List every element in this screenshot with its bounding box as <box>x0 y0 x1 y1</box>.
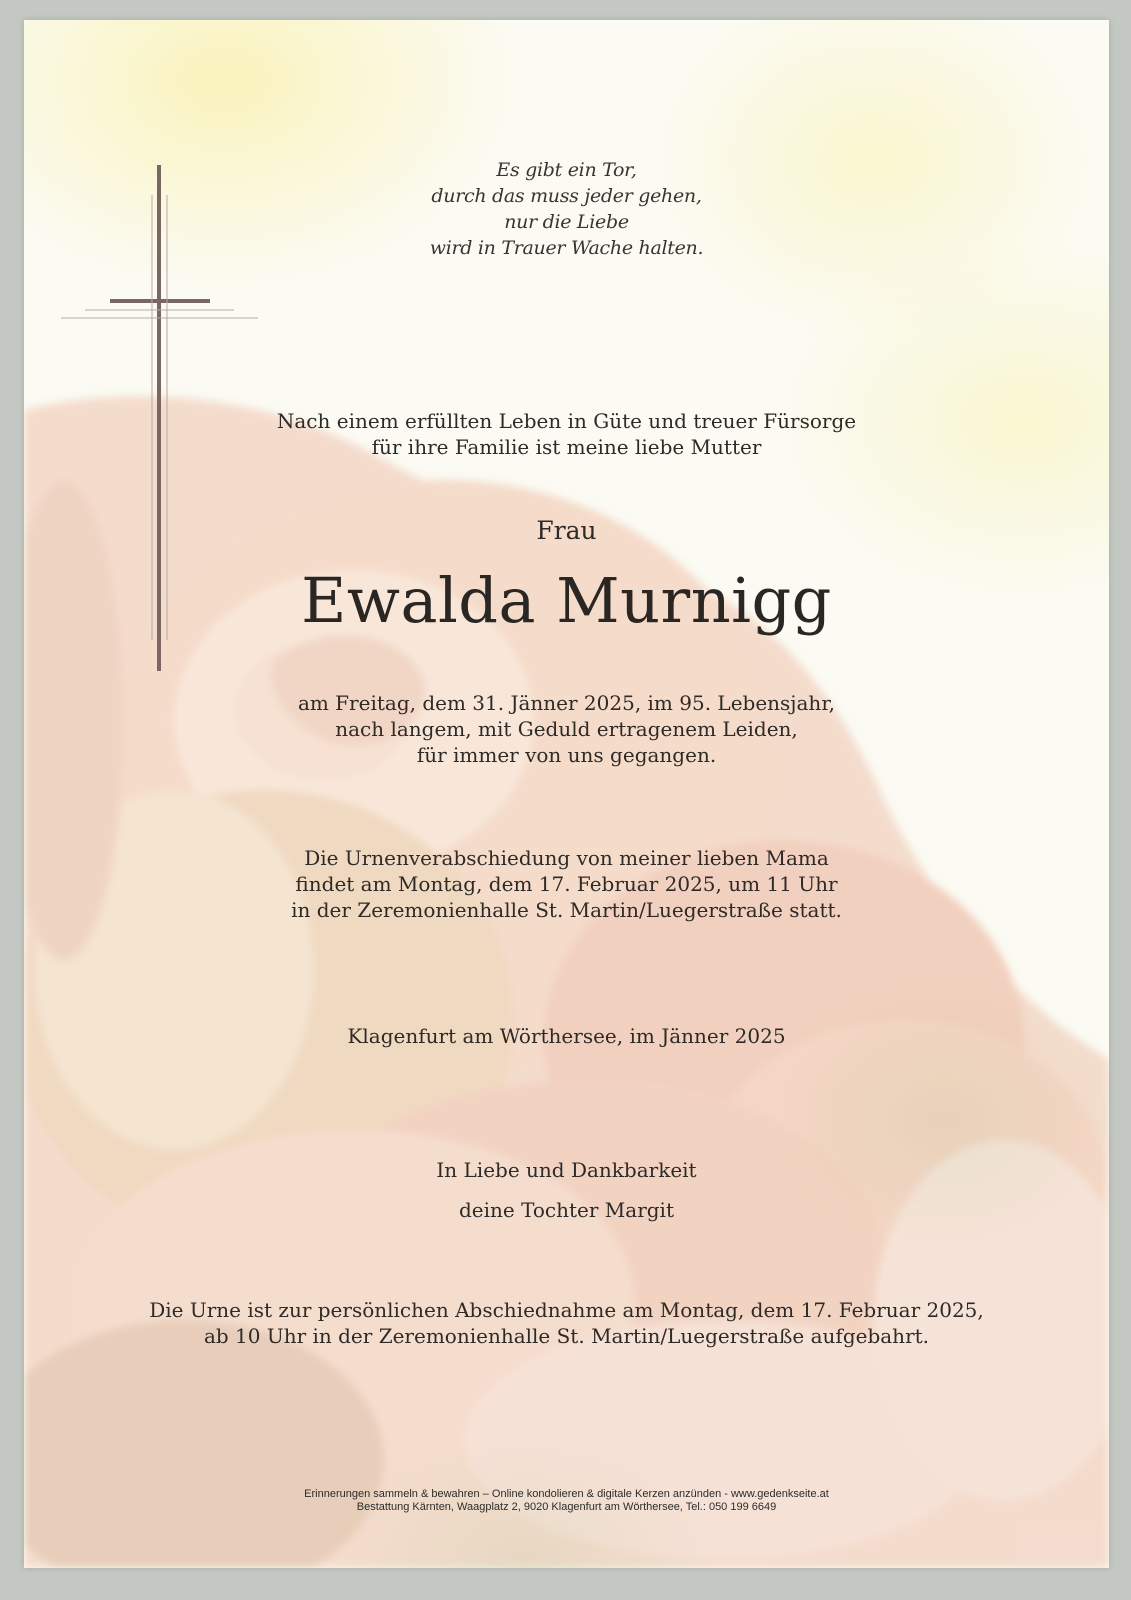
salutation: Frau <box>536 516 597 545</box>
signature-line: In Liebe und Dankbarkeit <box>436 1158 697 1182</box>
footer-line: Erinnerungen sammeln & bewahren – Online kondolieren & digitale Kerzen anzünden - www.gedenkseite.at <box>304 1488 829 1500</box>
urn-viewing-text <box>24 1297 1109 1349</box>
footer-line: Bestattung Kärnten, Waagplatz 2, 9020 Klagenfurt am Wörthersee, Tel.: 050 199 6649 <box>356 1501 777 1513</box>
obituary-card <box>24 20 1109 1568</box>
verse-line: durch das muss jeder gehen, <box>431 185 702 207</box>
deceased-name: Ewalda Murnigg <box>301 564 832 637</box>
verse-line: Es gibt ein Tor, <box>496 159 637 181</box>
intro-text <box>24 408 1109 460</box>
intro-line: Nach einem erfüllten Leben in Güte und treuer Fürsorge <box>276 409 857 433</box>
passing-text <box>24 690 1109 768</box>
place-date: Klagenfurt am Wörthersee, im Jänner 2025 <box>347 1024 786 1048</box>
verse <box>24 157 1109 261</box>
ceremony-line: Die Urnenverabschiedung von meiner lieben Mama <box>304 846 829 870</box>
urn-line: ab 10 Uhr in der Zeremonienhalle St. Martin/Luegerstraße aufgebahrt. <box>203 1324 930 1348</box>
ceremony-line: in der Zeremonienhalle St. Martin/Luegerstraße statt. <box>291 898 842 922</box>
passing-line: für immer von uns gegangen. <box>416 743 717 767</box>
footer <box>24 1488 1109 1514</box>
verse-line: nur die Liebe <box>504 211 629 233</box>
verse-line: wird in Trauer Wache halten. <box>429 237 704 259</box>
signature-line: deine Tochter Margit <box>458 1198 674 1222</box>
passing-line: am Freitag, dem 31. Jänner 2025, im 95. Lebensjahr, <box>297 691 836 715</box>
passing-line: nach langem, mit Geduld ertragenem Leiden, <box>335 717 798 741</box>
intro-line: für ihre Familie ist meine liebe Mutter <box>371 435 762 459</box>
signature <box>24 1150 1109 1230</box>
ceremony-line: findet am Montag, dem 17. Februar 2025, um 11 Uhr <box>295 872 838 896</box>
ceremony-text <box>24 845 1109 923</box>
urn-line: Die Urne ist zur persönlichen Abschiednahme am Montag, dem 17. Februar 2025, <box>149 1298 984 1322</box>
